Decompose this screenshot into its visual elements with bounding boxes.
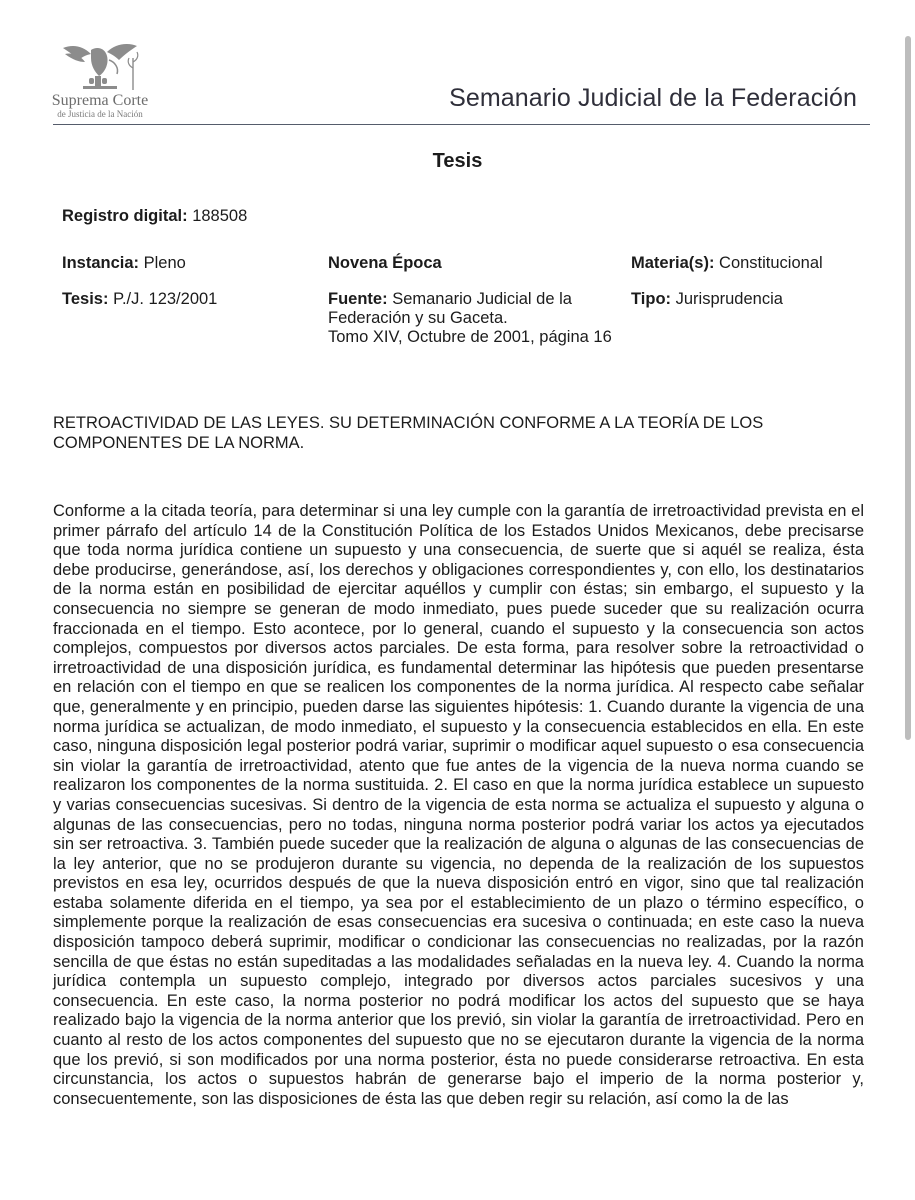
tesis-body: Conforme a la citada teoría, para determinar si una ley cumple con la garantía de irretroactividad prevista en el primer párrafo del artículo 14 de la Constitución Política de los Estados Unidos Mexicanos, debe precisarse que toda norma jurídica contiene un supuesto y una consecuencia, de suerte que si aquél se realiza, ésta debe producirse, generándose, así, los derechos y obligaciones correspondientes y, con ello, los destinatarios de la norma están en posibilidad de ejercitar aquéllos y cumplir con éstas; sin embargo, el supuesto y la consecuencia no siempre se generan de modo inmediato, pues puede suceder que su realización ocurra fraccionada en el tiempo. Esto acontece, por lo general, cuando el supuesto y la consecuencia son actos complejos, compuestos por diversos actos parciales. De esta forma, para resolver sobre la retroactividad o irretroactividad de una disposición jurídica, es fundamental determinar las hipótesis que pueden presentarse en relación con el tiempo en que se realicen los componentes de la norma jurídica. Al respecto cabe señalar que, generalmente y en principio, pueden darse las siguientes hipótesis: 1. Cuando durante la vigencia de una norma jurídica se actualizan, de modo inmediato, el supuesto y la consecuencia establecidos en ella. En este caso, ninguna disposición legal posterior podrá variar, suprimir o modificar aquel supuesto o esa consecuencia sin violar la garantía de irretroactividad, atento que fue antes de la vigencia de la nueva norma cuando se realizaron los componentes de la norma sustituida. 2. El caso en que la norma jurídica establece un supuesto y varias consecuencias sucesivas. Si dentro de la vigencia de esta norma se actualiza el supuesto y alguna o algunas de las consecuencias, pero no todas, ninguna norma posterior podrá variar los actos ya ejecutados sin ser retroactiva. 3. También puede suceder que la realización de alguna o algunas de las consecuencias de la ley anterior, que no se produjeron durante su vigencia, no dependa de la realización de los supuestos previstos en esa ley, ocurridos después de que la nueva disposición entró en vigor, sino que tal realización estaba solamente diferida en el tiempo, ya sea por el establecimiento de un plazo o término específico, o simplemente porque la realización de esas consecuencias era sucesiva o continuada; en este caso la nueva disposición tampoco deberá suprimir, modificar o condicionar las consecuencias no realizadas, por la razón sencilla de que éstas no están supeditadas a las modalidades señaladas en la nueva ley. 4. Cuando la norma jurídica contempla un supuesto complejo, integrado por diversos actos parciales sucesivos y una consecuencia. En este caso, la norma posterior no podrá modificar los actos del supuesto que se haya realizado bajo la vigencia de la norma anterior que los previó, sin violar la garantía de irretroactividad. Pero en cuanto al resto de los actos componentes del supuesto que no se ejecutaron durante la vigencia de la norma que los previó, si son modificados por una norma posterior, ésta no puede considerarse retroactiva. En esta circunstancia, los actos o supuestos habrán de generarse bajo el imperio de la norma posterior y, consecuentemente, son las disposiciones de ésta las que deben regir su relación, así como la de las xyxy=(53,502,864,1108)
publication-title: Semanario Judicial de la Federación xyxy=(449,84,857,112)
tesis-value: P./J. 123/2001 xyxy=(113,290,218,308)
instancia-value: Pleno xyxy=(143,254,186,272)
epoca-value: Novena Época xyxy=(328,254,442,272)
fuente-label: Fuente: xyxy=(328,290,388,308)
tesis-field xyxy=(62,290,217,309)
tipo-value: Jurisprudencia xyxy=(675,290,783,308)
logo-subtitle: de Justicia de la Nación xyxy=(57,109,143,119)
tesis-label: Tesis: xyxy=(62,290,109,308)
logo-name: Suprema Corte xyxy=(51,92,149,109)
scrollbar[interactable] xyxy=(905,36,911,740)
fuente-field xyxy=(328,290,628,347)
materia-value: Constitucional xyxy=(719,254,823,272)
tesis-rubro: RETROACTIVIDAD DE LAS LEYES. SU DETERMINACIÓN CONFORME A LA TEORÍA DE LOS COMPONENTES DE LA NORMA. xyxy=(53,414,764,452)
tipo-field xyxy=(631,290,783,309)
eagle-emblem-icon xyxy=(55,38,145,92)
tipo-label: Tipo: xyxy=(631,290,672,308)
instancia-field xyxy=(62,254,186,273)
instancia-label: Instancia: xyxy=(62,254,140,272)
document-heading: Tesis xyxy=(432,150,483,172)
registro-label: Registro digital: xyxy=(62,207,188,225)
epoca-field xyxy=(328,254,442,273)
scjn-logo xyxy=(50,38,150,119)
fuente-value: Semanario Judicial de la Federación y su Gaceta. xyxy=(328,290,572,327)
materia-label: Materia(s): xyxy=(631,254,715,272)
registro-field xyxy=(62,207,247,226)
registro-value: 188508 xyxy=(192,207,248,225)
fuente-detail: Tomo XIV, Octubre de 2001, página 16 xyxy=(328,328,612,346)
materia-field xyxy=(631,254,823,273)
header-divider xyxy=(53,124,870,125)
